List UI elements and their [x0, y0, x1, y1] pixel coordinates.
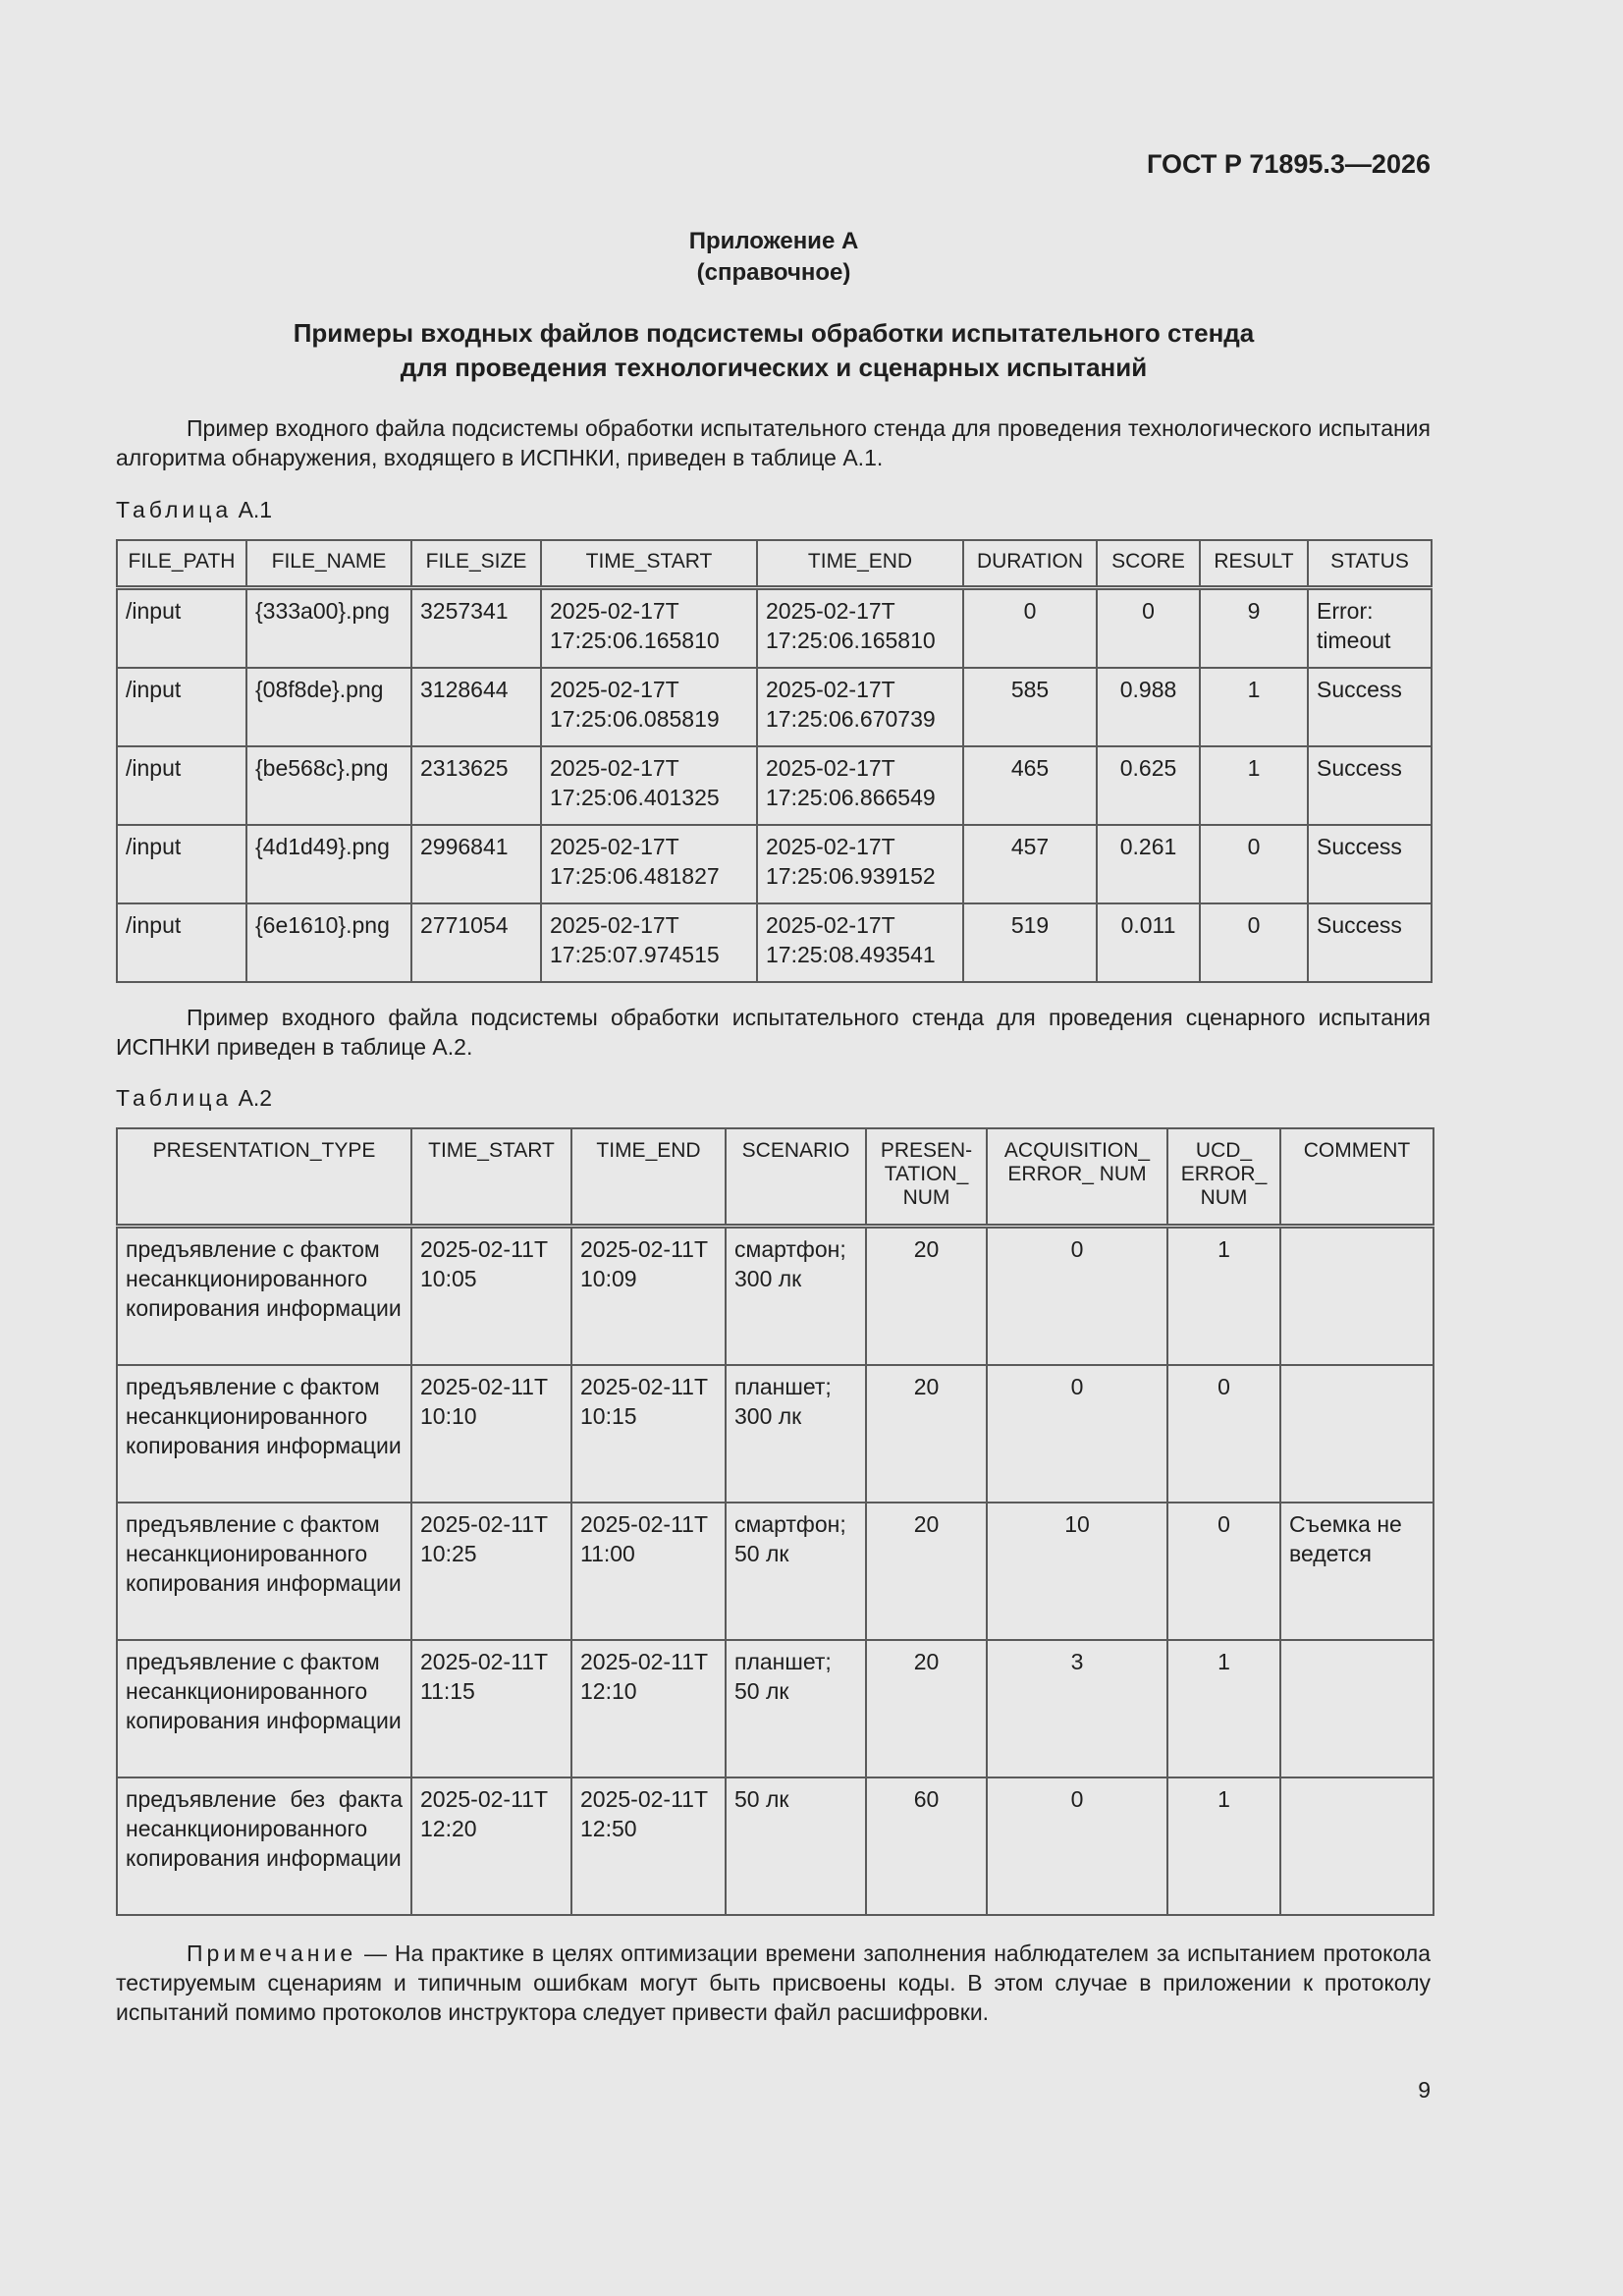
- table-cell: Success: [1308, 903, 1432, 982]
- table-cell: {333a00}.png: [246, 588, 411, 669]
- table-cell: 0: [1097, 588, 1200, 669]
- table-cell: 2025-02-11T 12:50: [571, 1777, 726, 1915]
- table-2-header-row: [117, 1128, 1434, 1227]
- table-cell: 2025-02-11T 12:10: [571, 1640, 726, 1777]
- table-cell: [1280, 1777, 1434, 1915]
- table-1-header-cell: FILE_PATH: [117, 540, 246, 588]
- table-2-header-cell: SCENARIO: [726, 1128, 866, 1227]
- table-cell: Success: [1308, 746, 1432, 825]
- table-cell: 1: [1167, 1777, 1280, 1915]
- page-number: 9: [1418, 2077, 1431, 2103]
- table-cell: Error: timeout: [1308, 588, 1432, 669]
- table-1-header-cell: FILE_SIZE: [411, 540, 541, 588]
- table-1-header-cell: DURATION: [963, 540, 1097, 588]
- table-cell: 0.988: [1097, 668, 1200, 746]
- table-cell: 2313625: [411, 746, 541, 825]
- table-cell: 0: [963, 588, 1097, 669]
- appendix-main-title: [116, 316, 1432, 385]
- table-2-caption-word: Таблица: [116, 1085, 233, 1111]
- table-2-header-cell: ACQUISITION_ ERROR_ NUM: [987, 1128, 1167, 1227]
- note-paragraph: [116, 1939, 1431, 2027]
- table-cell: 2996841: [411, 825, 541, 903]
- table-cell: предъявление с фактом несанкционированного копирования информации: [117, 1640, 411, 1777]
- table-cell: 2025-02-17T 17:25:06.085819: [541, 668, 757, 746]
- table-cell: [1280, 1227, 1434, 1366]
- table-cell: 1: [1167, 1227, 1280, 1366]
- table-cell: 60: [866, 1777, 987, 1915]
- table-2-caption: [116, 1085, 272, 1112]
- table-cell: {6e1610}.png: [246, 903, 411, 982]
- intro-2-text: Пример входного файла подсистемы обработки испытательного стенда для проведения сценарного испытания ИСПНКИ приведен в таблице А.2.: [116, 1005, 1431, 1060]
- table-cell: 2025-02-11T 10:05: [411, 1227, 571, 1366]
- table-cell: предъявление с фактом несанкционированного копирования информации: [117, 1365, 411, 1503]
- table-cell: [1280, 1365, 1434, 1503]
- table-cell: 457: [963, 825, 1097, 903]
- table-cell: /input: [117, 668, 246, 746]
- table-row: [117, 1227, 1434, 1366]
- appendix-subtitle: (справочное): [696, 259, 851, 286]
- table-cell: 20: [866, 1365, 987, 1503]
- table-cell: 0: [987, 1777, 1167, 1915]
- note-text: — На практике в целях оптимизации времени заполнения наблюдателем за испытанием протокола тестируемым сценариям и типичным ошибкам могут быть присвоены коды. В этом случае в приложении к протоколу испытаний помимо протоколов инструктора следует привести файл расшифровки.: [116, 1941, 1431, 2025]
- table-cell: 20: [866, 1503, 987, 1640]
- table-cell: 2025-02-17T 17:25:07.974515: [541, 903, 757, 982]
- table-cell: планшет; 50 лк: [726, 1640, 866, 1777]
- table-1-caption-word: Таблица: [116, 497, 233, 522]
- table-cell: 1: [1167, 1640, 1280, 1777]
- table-cell: 0: [1200, 903, 1308, 982]
- document-code: ГОСТ Р 71895.3—2026: [1147, 149, 1431, 179]
- table-cell: 2025-02-17T 17:25:06.401325: [541, 746, 757, 825]
- table-cell: 2025-02-11T 10:09: [571, 1227, 726, 1366]
- table-row: [117, 1503, 1434, 1640]
- main-title-line-2: для проведения технологических и сценарных испытаний: [400, 353, 1148, 382]
- table-1-header-cell: SCORE: [1097, 540, 1200, 588]
- note-label: Примечание: [187, 1941, 357, 1966]
- table-cell: 0: [1167, 1503, 1280, 1640]
- table-cell: планшет; 300 лк: [726, 1365, 866, 1503]
- table-cell: 2025-02-17T 17:25:06.670739: [757, 668, 963, 746]
- table-cell: 2025-02-17T 17:25:06.481827: [541, 825, 757, 903]
- table-cell: 2025-02-11T 10:25: [411, 1503, 571, 1640]
- table-cell: 3128644: [411, 668, 541, 746]
- table-1-header-cell: FILE_NAME: [246, 540, 411, 588]
- table-cell: 9: [1200, 588, 1308, 669]
- table-2-header-cell: PRESENTATION_TYPE: [117, 1128, 411, 1227]
- table-2-caption-number: А.2: [238, 1085, 273, 1111]
- table-row: [117, 588, 1432, 669]
- table-cell: 0: [1200, 825, 1308, 903]
- table-1-caption-number: А.1: [238, 497, 273, 522]
- table-2: [116, 1127, 1434, 1916]
- appendix-heading: [116, 226, 1432, 289]
- table-cell: 50 лк: [726, 1777, 866, 1915]
- table-cell: 2025-02-11T 11:00: [571, 1503, 726, 1640]
- table-row: [117, 668, 1432, 746]
- table-cell: 2025-02-17T 17:25:06.939152: [757, 825, 963, 903]
- table-2-header-cell: TIME_END: [571, 1128, 726, 1227]
- table-cell: смартфон; 50 лк: [726, 1503, 866, 1640]
- table-cell: /input: [117, 825, 246, 903]
- table-cell: предъявление с фактом несанкционированного копирования информации: [117, 1503, 411, 1640]
- table-cell: 0: [987, 1365, 1167, 1503]
- table-1-header-cell: TIME_START: [541, 540, 757, 588]
- table-cell: Съемка не ведется: [1280, 1503, 1434, 1640]
- table-1-header-cell: TIME_END: [757, 540, 963, 588]
- table-1-header-row: [117, 540, 1432, 588]
- table-cell: 0.261: [1097, 825, 1200, 903]
- table-cell: 0: [987, 1227, 1167, 1366]
- table-1: [116, 539, 1433, 983]
- table-cell: 0.011: [1097, 903, 1200, 982]
- main-title-line-1: Примеры входных файлов подсистемы обработки испытательного стенда: [293, 318, 1255, 348]
- table-cell: 20: [866, 1640, 987, 1777]
- table-cell: {08f8de}.png: [246, 668, 411, 746]
- table-row: [117, 903, 1432, 982]
- table-cell: 3257341: [411, 588, 541, 669]
- table-cell: смартфон; 300 лк: [726, 1227, 866, 1366]
- table-cell: 2025-02-17T 17:25:06.165810: [541, 588, 757, 669]
- table-cell: предъявление без факта несанкционированного копирования информации: [117, 1777, 411, 1915]
- table-cell: 3: [987, 1640, 1167, 1777]
- table-2-header-cell: UCD_ ERROR_ NUM: [1167, 1128, 1280, 1227]
- table-cell: 2025-02-17T 17:25:06.866549: [757, 746, 963, 825]
- intro-1-text: Пример входного файла подсистемы обработки испытательного стенда для проведения технологического испытания алгоритма обнаружения, входящего в ИСПНКИ, приведен в таблице А.1.: [116, 415, 1431, 470]
- table-cell: 0.625: [1097, 746, 1200, 825]
- table-row: [117, 825, 1432, 903]
- table-cell: 10: [987, 1503, 1167, 1640]
- table-cell: 519: [963, 903, 1097, 982]
- table-2-header-cell: PRESEN- TATION_ NUM: [866, 1128, 987, 1227]
- table-row: [117, 746, 1432, 825]
- table-row: [117, 1365, 1434, 1503]
- table-cell: 20: [866, 1227, 987, 1366]
- table-row: [117, 1777, 1434, 1915]
- table-cell: 2771054: [411, 903, 541, 982]
- table-1-header-cell: RESULT: [1200, 540, 1308, 588]
- table-cell: 1: [1200, 668, 1308, 746]
- table-row: [117, 1640, 1434, 1777]
- table-1-caption: [116, 497, 272, 523]
- table-cell: /input: [117, 903, 246, 982]
- table-cell: предъявление с фактом несанкционированного копирования информации: [117, 1227, 411, 1366]
- table-cell: /input: [117, 746, 246, 825]
- table-cell: 2025-02-11T 11:15: [411, 1640, 571, 1777]
- intro-paragraph-1: [116, 413, 1431, 472]
- table-cell: 0: [1167, 1365, 1280, 1503]
- table-1-header-cell: STATUS: [1308, 540, 1432, 588]
- table-cell: 2025-02-17T 17:25:08.493541: [757, 903, 963, 982]
- table-2-header-cell: TIME_START: [411, 1128, 571, 1227]
- table-cell: 2025-02-11T 10:10: [411, 1365, 571, 1503]
- table-cell: Success: [1308, 825, 1432, 903]
- table-cell: 2025-02-11T 12:20: [411, 1777, 571, 1915]
- table-cell: /input: [117, 588, 246, 669]
- table-cell: Success: [1308, 668, 1432, 746]
- table-cell: {4d1d49}.png: [246, 825, 411, 903]
- table-cell: 2025-02-17T 17:25:06.165810: [757, 588, 963, 669]
- table-cell: {be568c}.png: [246, 746, 411, 825]
- table-cell: 465: [963, 746, 1097, 825]
- table-cell: [1280, 1640, 1434, 1777]
- table-cell: 1: [1200, 746, 1308, 825]
- intro-paragraph-2: [116, 1003, 1431, 1062]
- table-cell: 585: [963, 668, 1097, 746]
- table-2-header-cell: COMMENT: [1280, 1128, 1434, 1227]
- appendix-title: Приложение А: [688, 228, 859, 254]
- table-cell: 2025-02-11T 10:15: [571, 1365, 726, 1503]
